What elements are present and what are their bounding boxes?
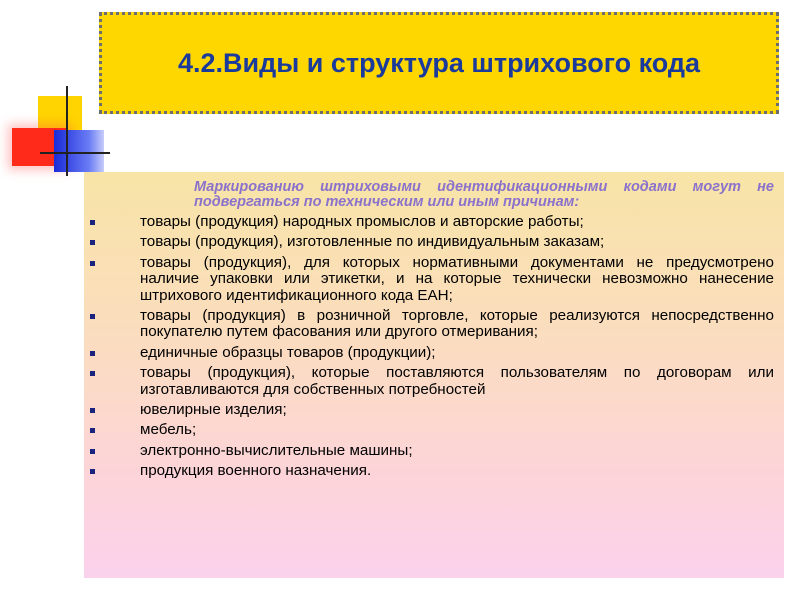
list-item: ювелирные изделия; xyxy=(84,402,774,418)
bullet-list xyxy=(84,214,774,480)
list-item: товары (продукция) в розничной торговле, которые реализуются непосредственно покупателю путем фасования или другого отмеривания; xyxy=(84,308,774,341)
square-bullet-icon xyxy=(90,261,95,266)
decor-horizontal-line xyxy=(40,152,110,154)
square-bullet-icon xyxy=(90,351,95,356)
list-item: товары (продукция), которые поставляются пользователям по договорам или изготавливаются для собственных потребностей xyxy=(84,365,774,398)
square-bullet-icon xyxy=(90,314,95,319)
list-item: товары (продукция), для которых нормативными документами не предусмотрено наличие упаковки или этикетки, и на которые технически невозможно нанесение штрихового идентификационного кода ЕАН; xyxy=(84,255,774,304)
title-box xyxy=(99,12,779,114)
decor-blue-square xyxy=(54,130,104,172)
square-bullet-icon xyxy=(90,469,95,474)
square-bullet-icon xyxy=(90,220,95,225)
square-bullet-icon xyxy=(90,428,95,433)
intro-text: Маркированию штриховыми идентификационными кодами могут не подвергаться по техническим или иным причинам: xyxy=(194,179,774,210)
list-item: товары (продукция), изготовленные по индивидуальным заказам; xyxy=(84,234,774,250)
square-bullet-icon xyxy=(90,371,95,376)
decor-vertical-line xyxy=(66,86,68,176)
square-bullet-icon xyxy=(90,449,95,454)
list-item: единичные образцы товаров (продукции); xyxy=(84,345,774,361)
list-item: товары (продукция) народных промыслов и авторские работы; xyxy=(84,214,774,230)
square-bullet-icon xyxy=(90,240,95,245)
list-item: электронно-вычислительные машины; xyxy=(84,443,774,459)
list-item: мебель; xyxy=(84,422,774,438)
list-item: продукция военного назначения. xyxy=(84,463,774,479)
slide-title: 4.2.Виды и структура штрихового кода xyxy=(177,47,701,78)
square-bullet-icon xyxy=(90,408,95,413)
content-panel xyxy=(84,172,784,578)
